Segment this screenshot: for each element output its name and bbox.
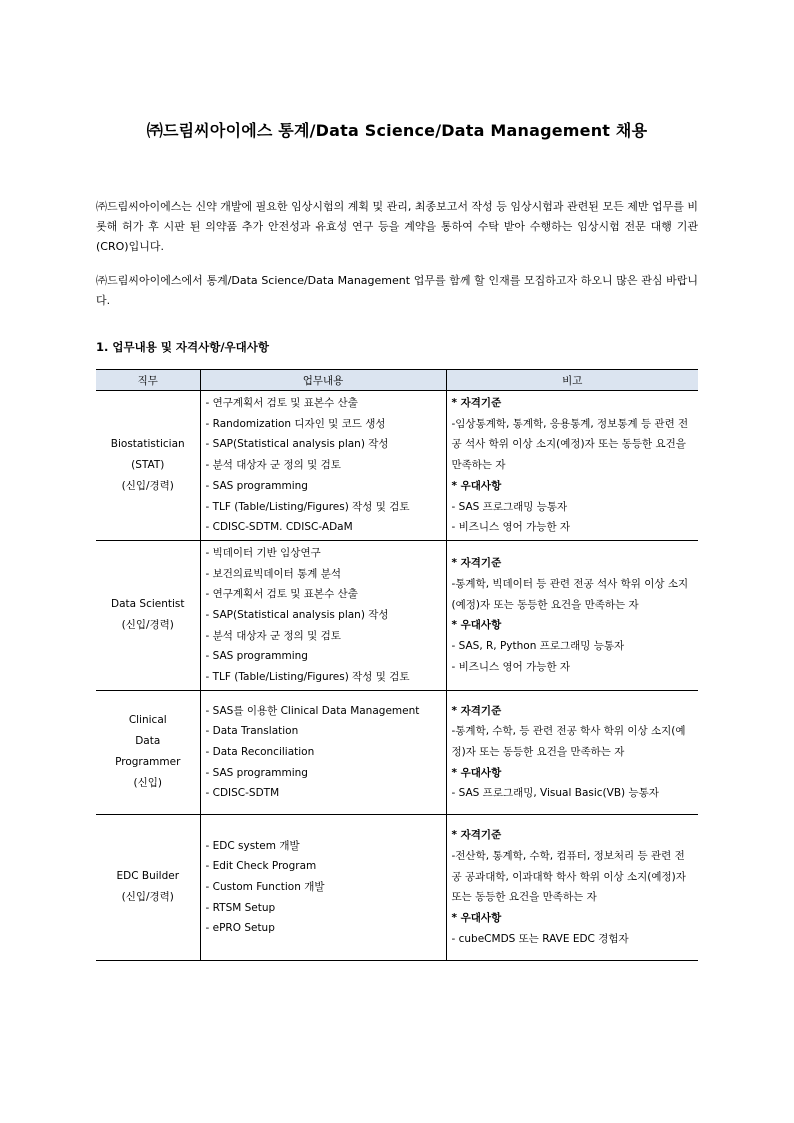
role-cell xyxy=(96,540,200,690)
preference-heading: * 우대사항 xyxy=(451,912,502,925)
header-duties: 업무내용 xyxy=(200,370,446,391)
qualification-heading: * 자격기준 xyxy=(451,704,502,717)
role-name: EDC Builder xyxy=(116,870,180,883)
duty-item: - 빅데이터 기반 임상연구 xyxy=(205,546,321,559)
duty-item: - SAS programming xyxy=(205,766,308,779)
qualification-text: -통계학, 수학, 등 관련 전공 학사 학위 이상 소지(예정)자 또는 동등한 요건을 만족하는 자 xyxy=(451,725,686,758)
preference-item: - 비즈니스 영어 가능한 자 xyxy=(451,521,571,534)
duty-item: - Randomization 디자인 및 코드 생성 xyxy=(205,417,386,430)
role-name: Biostatistician xyxy=(110,437,185,450)
header-notes: 비고 xyxy=(446,370,698,391)
page-title: ㈜드림씨아이에스 통계/Data Science/Data Management 채용 xyxy=(146,121,648,140)
intro-paragraph-company: ㈜드림씨아이에스는 신약 개발에 필요한 임상시험의 계획 및 관리, 최종보고서 작성 등 임상시험과 관련된 모든 제반 업무를 비롯해 허가 후 시판 된 의약품 추가 안전성과 유효성 연구 등을 계약을 통하여 수탁 받아 수행하는 임상시험 전문 대행 기관(CRO)입니다. xyxy=(96,200,698,253)
notes-cell xyxy=(446,814,698,960)
qualification-text: -전산학, 통계학, 수학, 컴퓨터, 정보처리 등 관련 전공 공과대학, 이과대학 학사 학위 이상 소지(예정)자 또는 동등한 요건을 만족하는 자 xyxy=(451,849,686,904)
duty-item: - 분석 대상자 군 정의 및 검토 xyxy=(205,459,341,472)
preference-heading: * 우대사항 xyxy=(451,619,502,632)
preference-heading: * 우대사항 xyxy=(451,479,502,492)
header-role: 직무 xyxy=(96,370,200,391)
preference-item: - SAS 프로그래밍 능통자 xyxy=(451,500,568,513)
table-header-row xyxy=(96,370,698,391)
duty-item: - 연구계획서 검토 및 표본수 산출 xyxy=(205,588,358,601)
role-cell xyxy=(96,814,200,960)
role-cell xyxy=(96,690,200,814)
duty-item: - 분석 대상자 군 정의 및 검토 xyxy=(205,629,341,642)
duty-item: - SAS programming xyxy=(205,650,308,663)
notes-cell xyxy=(446,391,698,541)
duty-item: - CDISC-SDTM. CDISC-ADaM xyxy=(205,521,353,534)
duty-item: - TLF (Table/Listing/Figures) 작성 및 검토 xyxy=(205,671,410,684)
qualification-heading: * 자격기준 xyxy=(451,397,502,409)
duty-item: - TLF (Table/Listing/Figures) 작성 및 검토 xyxy=(205,500,410,513)
role-abbr: (STAT) xyxy=(131,458,165,471)
role-level: (신입/경력) xyxy=(121,891,174,904)
role-level: (신입) xyxy=(133,777,162,790)
duty-item: - RTSM Setup xyxy=(205,901,276,914)
role-level: (신입/경력) xyxy=(121,619,174,632)
section-heading: 1. 업무내용 및 자격사항/우대사항 xyxy=(96,340,269,354)
qualification-text: -임상통계학, 통계학, 응용통계, 정보통계 등 관련 전공 석사 학위 이상 소지(예정)자 또는 동등한 요건을 만족하는 자 xyxy=(451,417,689,472)
role-name: Clinical xyxy=(128,714,167,727)
duty-item: - SAP(Statistical analysis plan) 작성 xyxy=(205,438,389,451)
duty-item: - SAS programming xyxy=(205,479,308,492)
duty-item: - 연구계획서 검토 및 표본수 산출 xyxy=(205,397,358,409)
duty-item: - Data Translation xyxy=(205,725,299,738)
qualification-heading: * 자격기준 xyxy=(451,829,502,842)
role-level: (신입/경력) xyxy=(121,479,174,492)
role-name: Data Scientist xyxy=(111,598,185,611)
duty-item: - Data Reconciliation xyxy=(205,745,315,758)
preference-item: - SAS 프로그래밍, Visual Basic(VB) 능통자 xyxy=(451,787,659,800)
notes-cell xyxy=(446,690,698,814)
duty-item: - Custom Function 개발 xyxy=(205,880,325,893)
intro-paragraph-recruit: ㈜드림씨아이에스에서 통계/Data Science/Data Management 업무를 함께 할 인재를 모집하고자 하오니 많은 관심 바랍니다. xyxy=(96,274,698,307)
role-name: Programmer xyxy=(115,756,181,769)
job-table xyxy=(96,369,698,961)
preference-item: - 비즈니스 영어 가능한 자 xyxy=(451,660,571,673)
role-cell xyxy=(96,391,200,541)
qualification-text: -통계학, 빅데이터 등 관련 전공 석사 학위 이상 소지(예정)자 또는 동등한 요건을 만족하는 자 xyxy=(451,577,689,611)
duties-cell xyxy=(200,540,446,690)
preference-item: - cubeCMDS 또는 RAVE EDC 경험자 xyxy=(451,932,629,945)
duty-item: - CDISC-SDTM xyxy=(205,787,280,800)
table-row xyxy=(96,540,698,690)
duties-cell xyxy=(200,391,446,541)
preference-heading: * 우대사항 xyxy=(451,766,502,779)
duties-cell xyxy=(200,814,446,960)
preference-item: - SAS, R, Python 프로그래밍 능통자 xyxy=(451,640,625,653)
duties-cell xyxy=(200,690,446,814)
role-name: Data xyxy=(135,735,161,748)
table-row xyxy=(96,690,698,814)
duty-item: - ePRO Setup xyxy=(205,922,275,935)
qualification-heading: * 자격기준 xyxy=(451,557,502,570)
table-row xyxy=(96,814,698,960)
duty-item: - SAS를 이용한 Clinical Data Management xyxy=(205,704,420,717)
duty-item: - SAP(Statistical analysis plan) 작성 xyxy=(205,609,389,622)
duty-item: - 보건의료빅데이터 통계 분석 xyxy=(205,567,342,580)
table-row xyxy=(96,391,698,541)
notes-cell xyxy=(446,540,698,690)
duty-item: - EDC system 개발 xyxy=(205,839,300,852)
duty-item: - Edit Check Program xyxy=(205,860,317,873)
